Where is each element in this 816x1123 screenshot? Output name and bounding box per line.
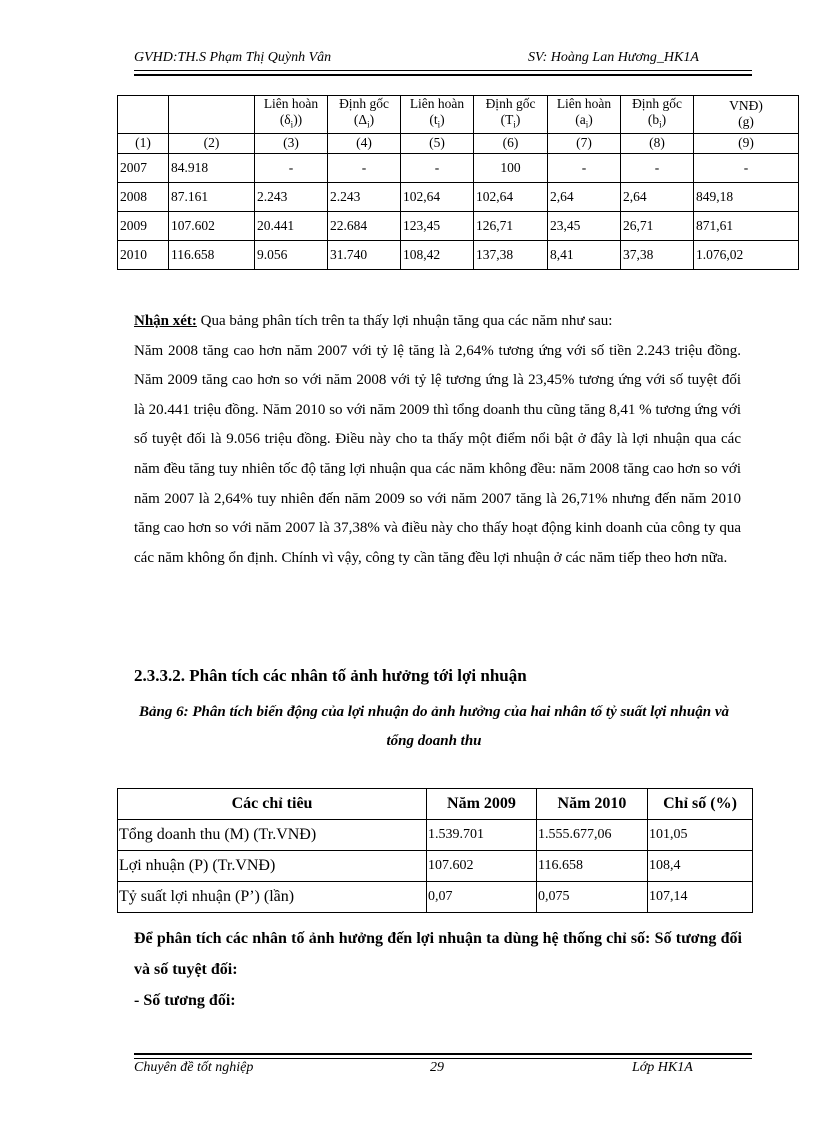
table1-colnum: (2) bbox=[169, 133, 255, 153]
value-cell: - bbox=[255, 153, 328, 182]
section-heading: 2.3.3.2. Phân tích các nhân tố ảnh hưởng tới lợi nhuận bbox=[134, 666, 527, 685]
value-cell: 0,075 bbox=[537, 882, 648, 913]
table-row bbox=[118, 211, 799, 240]
header-rule bbox=[134, 70, 752, 71]
value-cell: 100 bbox=[474, 153, 548, 182]
analysis-intro bbox=[134, 923, 742, 1016]
value-cell: 22.684 bbox=[328, 211, 401, 240]
table1-colnum: (7) bbox=[548, 133, 621, 153]
table1-header-cell: Định gốc $(T_i)$ bbox=[474, 96, 548, 134]
table1-colnum: (6) bbox=[474, 133, 548, 153]
table2-header-cell: Chỉ số (%) bbox=[648, 789, 753, 820]
table1-header-cell: Liên hoàn $(\delta_i)$) bbox=[255, 96, 328, 134]
footer-left: Chuyên đề tốt nghiệp bbox=[134, 1060, 254, 1075]
profit-cell: 84.918 bbox=[169, 153, 255, 182]
value-cell: 107,14 bbox=[648, 882, 753, 913]
table2-header-cell: Các chỉ tiêu bbox=[118, 789, 427, 820]
remark-intro: Nhận xét: Qua bảng phân tích trên ta thấy lợi nhuận tăng qua các năm như sau: bbox=[134, 313, 613, 329]
table1-header-cell bbox=[118, 96, 169, 134]
table1-header-cell: VNĐ) (g) bbox=[694, 96, 799, 134]
remark-body: Năm 2008 tăng cao hơn năm 2007 với tỷ lệ tăng là 2,64% tương ứng với số tiền 2.243 triệu đồng. Năm 2009 tăng cao hơn so với năm 2008 với tỷ lệ tương ứng là 23,45% tương ứng với số tuyệt đối là 20.441 triệu đồng. Năm 2010 so với năm 2009 thì tổng doanh thu cũng tăng 8,41 % tương ứng với số tuyệt đối là 9.056 triệu đồng. Điều này cho ta thấy một điểm nổi bật ở đây là lợi nhuận qua các năm đều tăng tuy nhiên tốc độ tăng lợi nhuận qua các năm không đều: năm 2008 tăng cao hơn so với năm 2007 là 2,64% tuy nhiên đến năm 2009 so với năm 2007 tăng là 26,71% nhưng đến năm 2010 tăng cao hơn so với năm 2007 là 37,38% và điều này cho thấy hoạt động kinh doanh của công ty qua các năm không ổn định. Chính vì vậy, công ty cần tăng đều lợi nhuận ở các năm tiếp theo hơn nữa. bbox=[134, 342, 741, 566]
value-cell: 2,64 bbox=[621, 182, 694, 211]
value-cell: - bbox=[328, 153, 401, 182]
table1-header-cell: Liên hoàn $(a_i)$ bbox=[548, 96, 621, 134]
value-cell: 123,45 bbox=[401, 211, 474, 240]
analysis-intro-text: Để phân tích các nhân tố ảnh hưởng đến lợi nhuận ta dùng hệ thống chỉ số: Số tương đối và số tuyệt đối: bbox=[134, 930, 742, 978]
value-cell: 2,64 bbox=[548, 182, 621, 211]
value-cell: 9.056 bbox=[255, 240, 328, 269]
table-row bbox=[118, 240, 799, 269]
table2-header-cell: Năm 2010 bbox=[537, 789, 648, 820]
table2-header-cell: Năm 2009 bbox=[427, 789, 537, 820]
table1-header-cell: Liên hoàn $(t_i)$ bbox=[401, 96, 474, 134]
value-cell: 107.602 bbox=[427, 851, 537, 882]
table1-header-cell: Định gốc $(b_i)$ bbox=[621, 96, 694, 134]
remark-paragraph bbox=[134, 307, 741, 573]
value-cell: 0,07 bbox=[427, 882, 537, 913]
value-cell: - bbox=[401, 153, 474, 182]
value-cell: 8,41 bbox=[548, 240, 621, 269]
indicator-cell: Tổng doanh thu (M) (Tr.VNĐ) bbox=[118, 820, 427, 851]
table1-colnum-row bbox=[118, 133, 799, 153]
value-cell: 116.658 bbox=[537, 851, 648, 882]
value-cell: 20.441 bbox=[255, 211, 328, 240]
indicator-cell: Lợi nhuận (P) (Tr.VNĐ) bbox=[118, 851, 427, 882]
header-rule-thick bbox=[134, 74, 752, 76]
value-cell: 108,42 bbox=[401, 240, 474, 269]
year-cell: 2009 bbox=[118, 211, 169, 240]
value-cell: - bbox=[621, 153, 694, 182]
value-cell: 1.076,02 bbox=[694, 240, 799, 269]
footer-rule bbox=[134, 1058, 752, 1059]
year-cell: 2010 bbox=[118, 240, 169, 269]
remark-label: Nhận xét: bbox=[134, 313, 197, 329]
table1-colnum: (5) bbox=[401, 133, 474, 153]
table1-colnum: (4) bbox=[328, 133, 401, 153]
profit-cell: 116.658 bbox=[169, 240, 255, 269]
table-row bbox=[118, 182, 799, 211]
table-row bbox=[118, 851, 753, 882]
table-row bbox=[118, 153, 799, 182]
table1-colnum: (8) bbox=[621, 133, 694, 153]
value-cell: 1.555.677,06 bbox=[537, 820, 648, 851]
table1-colnum: (1) bbox=[118, 133, 169, 153]
table1-header-cell: Định gốc $(\Delta_i)$ bbox=[328, 96, 401, 134]
value-cell: - bbox=[694, 153, 799, 182]
analysis-list-item: - Số tương đối: bbox=[134, 992, 236, 1009]
value-cell: 871,61 bbox=[694, 211, 799, 240]
year-cell: 2007 bbox=[118, 153, 169, 182]
value-cell: 101,05 bbox=[648, 820, 753, 851]
value-cell: 849,18 bbox=[694, 182, 799, 211]
indicator-cell: Tỷ suất lợi nhuận (P’) (lần) bbox=[118, 882, 427, 913]
profit-cell: 87.161 bbox=[169, 182, 255, 211]
profit-cell: 107.602 bbox=[169, 211, 255, 240]
value-cell: 137,38 bbox=[474, 240, 548, 269]
table-caption: Bảng 6: Phân tích biến động của lợi nhuận do ảnh hưởng của hai nhân tố tỷ suất lợi nhuận và tổng doanh thu bbox=[139, 704, 729, 749]
footer-rule-thick bbox=[134, 1053, 752, 1055]
year-cell: 2008 bbox=[118, 182, 169, 211]
table1-header-row bbox=[118, 96, 799, 134]
value-cell: 102,64 bbox=[474, 182, 548, 211]
footer-right: Lớp HK1A bbox=[632, 1060, 693, 1075]
value-cell: 31.740 bbox=[328, 240, 401, 269]
value-cell: 1.539.701 bbox=[427, 820, 537, 851]
value-cell: 126,71 bbox=[474, 211, 548, 240]
header-left: GVHD:TH.S Phạm Thị Quỳnh Vân bbox=[134, 50, 332, 65]
value-cell: 2.243 bbox=[328, 182, 401, 211]
header-right: SV: Hoàng Lan Hương_HK1A bbox=[528, 50, 699, 65]
value-cell: 37,38 bbox=[621, 240, 694, 269]
value-cell: - bbox=[548, 153, 621, 182]
table-row bbox=[118, 820, 753, 851]
value-cell: 108,4 bbox=[648, 851, 753, 882]
table1-header-cell bbox=[169, 96, 255, 134]
profit-growth-table bbox=[117, 95, 799, 270]
value-cell: 26,71 bbox=[621, 211, 694, 240]
factor-analysis-table bbox=[117, 788, 753, 913]
table2-header-row bbox=[118, 789, 753, 820]
page-number: 29 bbox=[430, 1060, 444, 1075]
table1-colnum: (9) bbox=[694, 133, 799, 153]
table1-colnum: (3) bbox=[255, 133, 328, 153]
value-cell: 23,45 bbox=[548, 211, 621, 240]
table-row bbox=[118, 882, 753, 913]
value-cell: 102,64 bbox=[401, 182, 474, 211]
value-cell: 2.243 bbox=[255, 182, 328, 211]
